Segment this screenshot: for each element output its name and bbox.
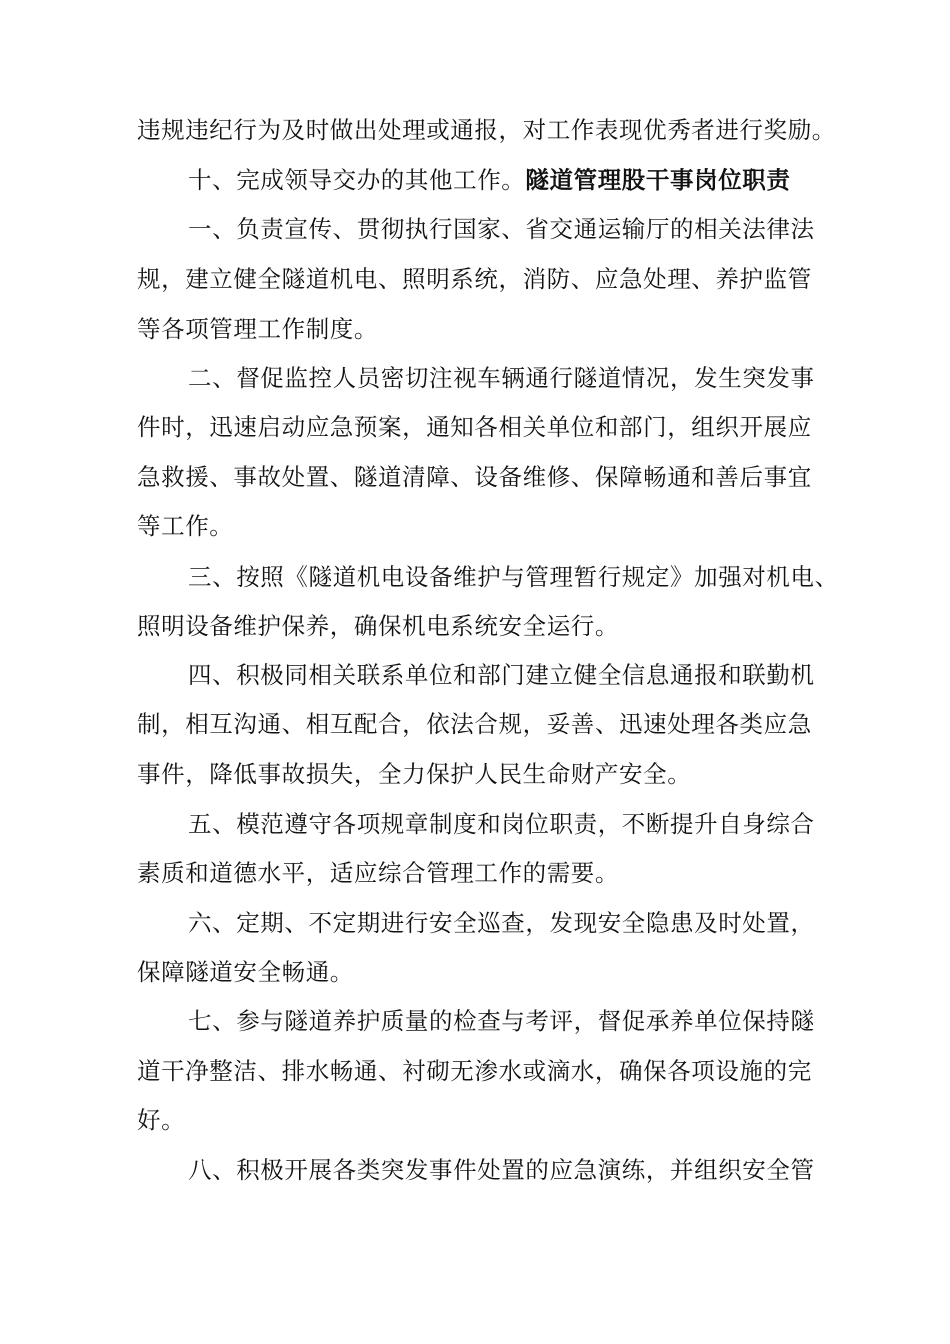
text-line: 等工作。 (137, 512, 234, 540)
text-line: 违规违纪行为及时做出处理或通报，对工作表现优秀者进行奖励。 (137, 116, 836, 144)
text-line: 制，相互沟通、相互配合，依法合规，妥善、迅速处理各类应急 (137, 710, 812, 738)
text-line: 急救援、事故处置、隧道清障、设备维修、保障畅通和善后事宜 (137, 463, 812, 491)
text-line: 六、定期、不定期进行安全巡查，发现安全隐患及时处置， (188, 909, 815, 937)
text-segment: 十、完成领导交办的其他工作。 (188, 166, 526, 194)
text-line: 照明设备维护保养，确保机电系统安全运行。 (137, 612, 619, 640)
text-line: 规，建立健全隧道机电、照明系统，消防、应急处理、养护监管 (137, 265, 812, 293)
text-line: 保障隧道安全畅通。 (137, 958, 354, 986)
text-line: 五、模范遵守各项规章制度和岗位职责，不断提升自身综合 (188, 810, 815, 838)
text-line: 件时，迅速启动应急预案，通知各相关单位和部门，组织开展应 (137, 413, 812, 441)
text-line: 八、积极开展各类突发事件处置的应急演练，并组织安全管 (188, 1156, 815, 1184)
text-line (188, 164, 791, 196)
section-heading: 隧道管理股干事岗位职责 (525, 166, 791, 194)
text-line: 二、督促监控人员密切注视车辆通行隧道情况，发生突发事 (188, 364, 815, 392)
text-line: 三、按照《隧道机电设备维护与管理暂行规定》加强对机电、 (188, 563, 839, 591)
text-line: 好。 (137, 1106, 186, 1134)
text-line: 一、负责宣传、贯彻执行国家、省交通运输厅的相关法律法 (188, 215, 815, 243)
text-line: 等各项管理工作制度。 (137, 315, 378, 343)
text-line: 四、积极同相关联系单位和部门建立健全信息通报和联勤机 (188, 661, 815, 689)
text-line: 七、参与隧道养护质量的检查与考评，督促承养单位保持隧 (188, 1007, 815, 1035)
text-line: 事件，降低事故损失，全力保护人民生命财产安全。 (137, 760, 692, 788)
text-line: 道干净整洁、排水畅通、衬砌无渗水或滴水，确保各项设施的完 (137, 1057, 812, 1085)
text-line: 素质和道德水平，适应综合管理工作的需要。 (137, 859, 619, 887)
